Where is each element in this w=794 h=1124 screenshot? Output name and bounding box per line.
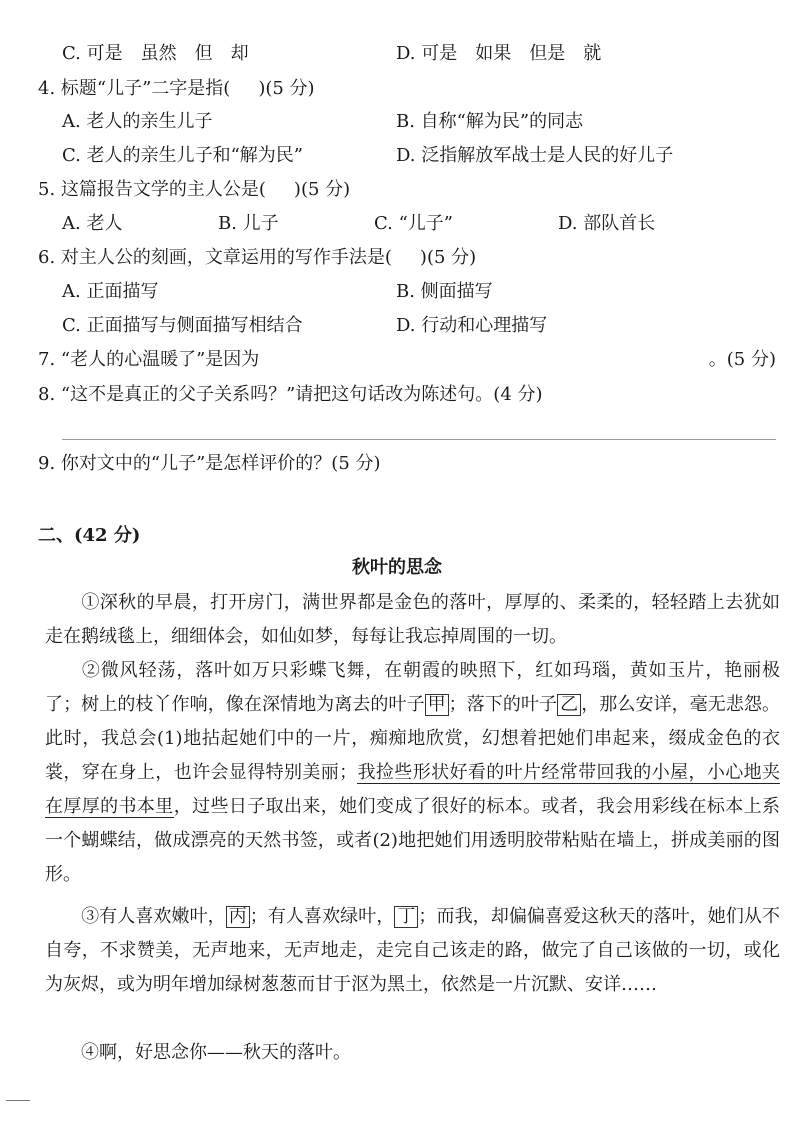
q4-score: )(5 分) <box>258 78 315 99</box>
q8-stem: 8. “这不是真正的父子关系吗？”请把这句话改为陈述句。(4 分) <box>38 384 543 405</box>
q4-option-d: D. 泛指解放军战士是人民的好儿子 <box>396 145 674 166</box>
q5-option-d: D. 部队首长 <box>558 213 656 234</box>
essay-paragraph-4 <box>45 1036 780 1070</box>
q6-option-d: D. 行动和心理描写 <box>396 315 548 336</box>
blank-box-yi[interactable]: 乙 <box>557 694 581 716</box>
q5-stem-text: 5. 这篇报告文学的主人公是( <box>38 179 266 200</box>
q5-stem <box>38 178 350 202</box>
paragraph-3-text-b: ；有人喜欢绿叶， <box>249 906 395 927</box>
q5-score: )(5 分) <box>293 179 351 200</box>
q3-option-c: C. 可是 虽然 但 却 <box>62 43 249 64</box>
q9-stem: 9. 你对文中的“儿子”是怎样评价的？(5 分) <box>38 453 381 474</box>
q6-option-b: B. 侧面描写 <box>396 281 493 302</box>
paragraph-2-text-a: ②微风轻荡，落叶如万只彩蝶飞舞，在朝霞的映照下，红如玛瑙，黄如玉片，艳丽极了；树上的枝丫作响，像在深情地为离去的叶子 <box>45 660 780 715</box>
q6-option-c: C. 正面描写与侧面描写相结合 <box>62 315 303 336</box>
q6-score: )(5 分) <box>419 247 477 268</box>
underlined-sentence: 我捡些形状好看的叶片经常带回我的小屋，小心地夹在厚厚的书本里 <box>45 762 780 817</box>
paragraph-4-text: ④啊，好思念你——秋天的落叶。 <box>81 1042 351 1063</box>
paragraph-2-text-c: ，那么安详，毫无悲怨。此时，我总会(1)地拈起她们中的一片，痴痴地欣赏，幻想着把她们串起来，缀成金色的衣裳，穿在身上，也许会显得特别美丽； <box>45 694 781 783</box>
q5-option-b: B. 儿子 <box>218 213 279 234</box>
paragraph-2-text-b: ；落下的叶子 <box>448 694 558 715</box>
essay-paragraph-2 <box>45 654 780 892</box>
blank-box-ding[interactable]: 丁 <box>394 906 418 928</box>
q6-option-a: A. 正面描写 <box>62 281 159 302</box>
q7-score: 。(5 分) <box>708 349 776 370</box>
q4-stem <box>38 77 315 101</box>
paragraph-3-text-a: ③有人喜欢嫩叶， <box>81 906 226 927</box>
page-corner-mark <box>6 1100 30 1101</box>
q7-stem: 7. “老人的心温暖了”是因为 <box>38 349 260 370</box>
q8-answer-line[interactable] <box>62 439 776 440</box>
q6-stem <box>38 246 476 270</box>
q4-stem-text: 4. 标题“儿子”二字是指( <box>38 78 231 99</box>
paragraph-3-text-c: ；而我，却偏偏喜爱这秋天的落叶，她们从不自夸，不求赞美，无声地来，无声地走，走完自己该走的路，做完了自己该做的一切，或化为灰烬，或为明年增加绿树葱葱而甘于沤为黑土，依然是一片沉默、安详…… <box>45 906 781 995</box>
blank-box-jia[interactable]: 甲 <box>425 694 449 716</box>
paragraph-2-text-d: ，过些日子取出来，她们变成了很好的标本。或者，我会用彩线在标本上系一个蝴蝶结，做成漂亮的天然书签，或者(2)地把她们用透明胶带粘贴在墙上，拼成美丽的图形。 <box>45 796 781 885</box>
q4-option-b: B. 自称“解为民”的同志 <box>396 111 584 132</box>
q4-option-a: A. 老人的亲生儿子 <box>62 111 213 132</box>
section-two-heading: 二、(42 分) <box>38 525 141 546</box>
q5-option-c: C. “儿子” <box>374 213 453 234</box>
q6-stem-text: 6. 对主人公的刻画，文章运用的写作手法是( <box>38 247 392 268</box>
q5-option-a: A. 老人 <box>62 213 123 234</box>
essay-paragraph-3 <box>45 900 780 1002</box>
essay-paragraph-1 <box>45 586 780 654</box>
blank-box-bing[interactable]: 丙 <box>226 906 250 928</box>
essay-title: 秋叶的思念 <box>352 557 442 578</box>
paragraph-1-text: ①深秋的早晨，打开房门，满世界都是金色的落叶，厚厚的、柔柔的，轻轻踏上去犹如走在鹅绒毯上，细细体会，如仙如梦，每每让我忘掉周围的一切。 <box>45 592 780 647</box>
q4-option-c: C. 老人的亲生儿子和“解为民” <box>62 145 303 166</box>
q3-option-d: D. 可是 如果 但是 就 <box>396 43 602 64</box>
